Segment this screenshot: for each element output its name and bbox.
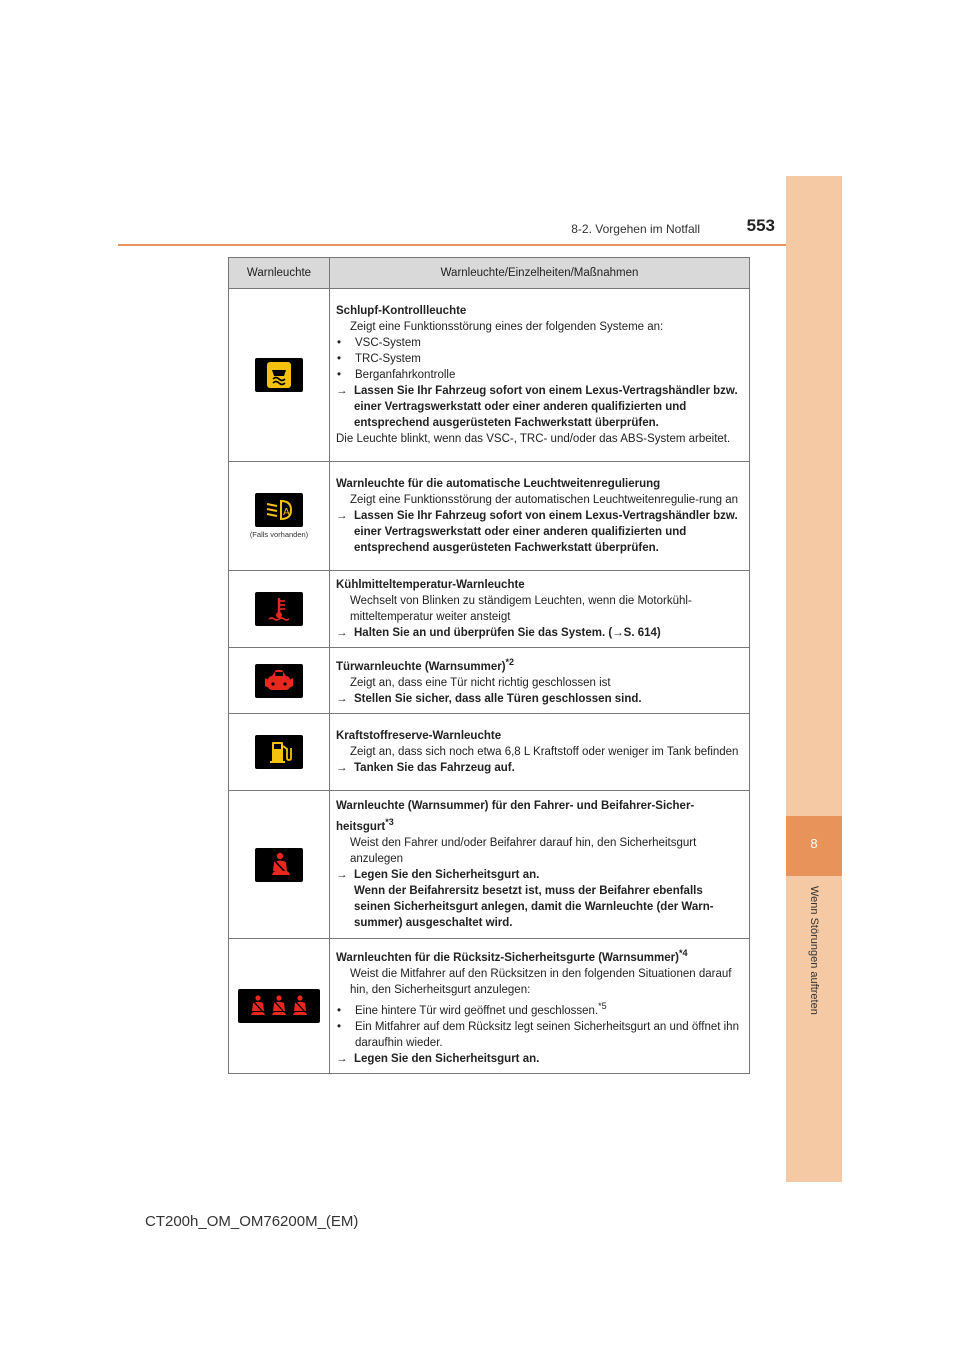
header-rule <box>118 244 786 246</box>
text-cell <box>330 714 750 791</box>
row-note: Die Leuchte blinkt, wenn das VSC-, TRC- und/oder das ABS-System arbeitet. <box>336 433 731 445</box>
arrow-icon: → <box>336 385 348 397</box>
footnote-ref: *4 <box>678 948 688 958</box>
row-action <box>336 508 741 556</box>
svg-text:A: A <box>283 507 290 518</box>
row-action <box>336 625 741 641</box>
row-action <box>336 867 741 883</box>
list-item: • Ein Mitfahrer auf dem Rücksitz legt seinen Sicherheitsgurt an und öffnet ihn daraufhin wieder. <box>341 1019 741 1051</box>
footnote-ref: *2 <box>505 657 515 668</box>
arrow-icon: → <box>336 1052 348 1065</box>
table-row <box>229 648 750 714</box>
row-title: Kühlmitteltemperatur-Warnleuchte <box>336 579 525 591</box>
footnote-ref: *5 <box>598 1000 607 1011</box>
row-action <box>336 760 741 776</box>
arrow-icon: → <box>336 762 348 774</box>
col-header-warning-light: Warnleuchte <box>229 258 330 289</box>
row-description: Weist den Fahrer und/oder Beifahrer darauf hin, den Sicherheitsgurt anzulegen <box>350 836 697 865</box>
icon-cell <box>229 939 330 1074</box>
icon-cell <box>229 714 330 791</box>
row-action <box>336 691 741 707</box>
section-title: 8-2. Vorgehen im Notfall <box>571 222 700 236</box>
list-item: • Berganfahrkontrolle <box>341 367 741 383</box>
text-cell <box>330 939 750 1074</box>
table-row <box>229 939 750 1074</box>
document-code: CT200h_OM_OM76200M_(EM) <box>145 1213 359 1230</box>
chapter-label: Wenn Störungen auftreten <box>808 885 820 1015</box>
row-description: Weist die Mitfahrer auf den Rücksitzen in den folgenden Situationen darauf hin, den Sicherheitsgurt anzulegen: <box>350 967 732 996</box>
coolant-temperature-icon <box>255 592 303 626</box>
row-action <box>336 1051 741 1067</box>
arrow-icon: → <box>336 868 348 881</box>
row-title: Kraftstoffreserve-Warnleuchte <box>336 730 502 742</box>
warning-lights-table <box>228 257 750 1074</box>
row-action <box>336 383 741 431</box>
text-cell <box>330 289 750 462</box>
icon-cell <box>229 648 330 714</box>
row-title <box>336 798 741 835</box>
icon-availability-note: (Falls vorhanden) <box>249 530 309 539</box>
page-reference: →S. 614) <box>612 627 661 639</box>
row-description: Zeigt eine Funktionsstörung der automatischen Leuchtweitenregulie-rung an <box>350 494 739 506</box>
page-number: 553 <box>746 216 775 235</box>
icon-cell <box>229 289 330 462</box>
list-item: • VSC-System <box>341 335 741 351</box>
chapter-number-tab: 8 <box>786 816 842 876</box>
side-band <box>786 176 842 1182</box>
row-title: Warnleuchte für die automatische Leuchtweitenregulierung <box>336 478 661 490</box>
table-header-row <box>229 258 750 289</box>
table-row <box>229 571 750 648</box>
arrow-icon: → <box>336 627 348 639</box>
headlight-leveling-icon <box>255 493 303 527</box>
action-text: Legen Sie den Sicherheitsgurt an. <box>354 868 540 881</box>
row-description: Zeigt an, dass eine Tür nicht richtig geschlossen ist <box>350 676 611 689</box>
table-row <box>229 791 750 939</box>
action-detail: Wenn der Beifahrersitz besetzt ist, muss der Beifahrer ebenfalls seinen Sicherheitsgurt anlegen, damit die Warnleuchte (der Warn-summer) ausgeschaltet wird. <box>354 884 714 929</box>
text-cell <box>330 571 750 648</box>
table-row <box>229 462 750 571</box>
title-text: Warnleuchten für die Rücksitz-Sicherheitsgurte (Warnsummer) <box>336 951 679 964</box>
table-row <box>229 714 750 791</box>
title-text: Warnleuchte (Warnsummer) für den Fahrer- und Beifahrer-Sicher-heitsgurt <box>336 800 695 833</box>
list-item <box>341 998 741 1019</box>
text-cell <box>330 462 750 571</box>
list-item: • TRC-System <box>341 351 741 367</box>
fuel-icon <box>255 735 303 769</box>
row-description: Zeigt eine Funktionsstörung eines der folgenden Systeme an: <box>350 321 664 333</box>
col-header-details: Warnleuchte/Einzelheiten/Maßnahmen <box>330 258 750 289</box>
row-title <box>336 654 741 675</box>
title-text: Türwarnleuchte (Warnsummer) <box>336 660 506 673</box>
action-text: Lassen Sie Ihr Fahrzeug sofort von einem Lexus-Vertragshändler bzw. einer Vertragswerkstatt oder einer anderen qualifizierten und entsprechend ausgerüsteten Fachwerkstatt überprüfen. <box>354 385 738 429</box>
text-cell <box>330 648 750 714</box>
door-open-icon <box>255 664 303 698</box>
footnote-ref: *3 <box>385 817 394 828</box>
text-cell <box>330 791 750 939</box>
action-text: Lassen Sie Ihr Fahrzeug sofort von einem Lexus-Vertragshändler bzw. einer Vertragswerkstatt oder einer anderen qualifizierten und entsprechend ausgerüsteten Fachwerkstatt überprüfen. <box>354 510 738 554</box>
action-text: Legen Sie den Sicherheitsgurt an. <box>354 1052 540 1065</box>
row-description: Wechselt von Blinken zu ständigem Leuchten, wenn die Motorkühl-mitteltemperatur weiter ansteigt <box>350 595 692 623</box>
bullet-text: Eine hintere Tür wird geöffnet und geschlossen. <box>355 1004 599 1017</box>
rear-seatbelt-icon <box>238 989 320 1023</box>
slip-indicator-icon <box>255 358 303 392</box>
arrow-icon: → <box>336 510 348 522</box>
action-text: Tanken Sie das Fahrzeug auf. <box>354 762 515 774</box>
icon-cell <box>229 571 330 648</box>
icon-cell <box>229 791 330 939</box>
seatbelt-icon <box>255 848 303 882</box>
table-row <box>229 289 750 462</box>
row-title <box>336 945 741 966</box>
icon-cell <box>229 462 330 571</box>
row-title: Schlupf-Kontrollleuchte <box>336 305 467 317</box>
action-text: Halten Sie an und überprüfen Sie das System. ( <box>354 627 613 639</box>
action-text: Stellen Sie sicher, dass alle Türen geschlossen sind. <box>354 692 642 705</box>
row-description: Zeigt an, dass sich noch etwa 6,8 L Kraftstoff oder weniger im Tank befinden <box>350 746 739 758</box>
arrow-icon: → <box>336 692 348 705</box>
